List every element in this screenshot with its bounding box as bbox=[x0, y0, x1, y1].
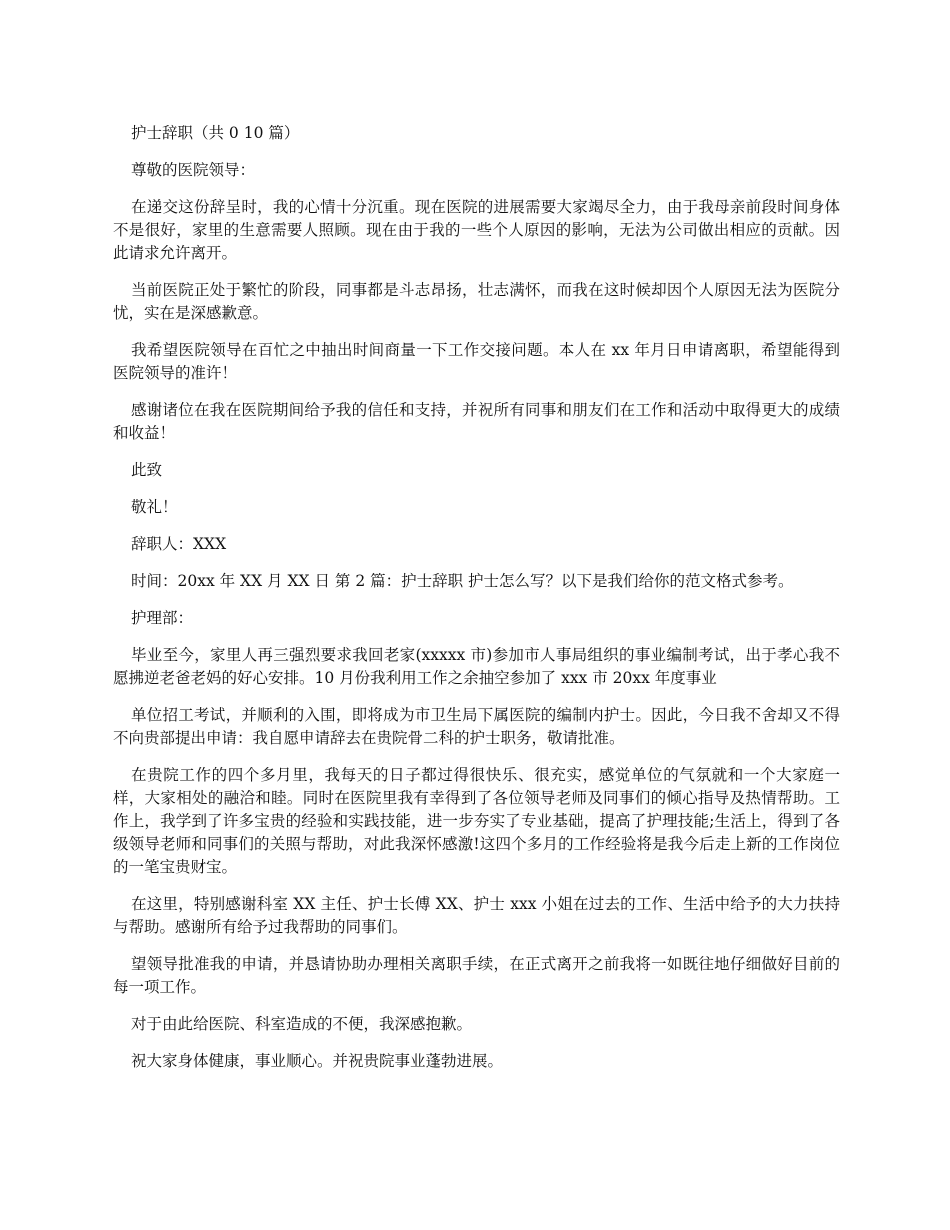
body-paragraph: 单位招工考试，并顺利的入围，即将成为市卫生局下属医院的编制内护士。因此，今日我不舍却又不得不向贵部提出申请：我自愿申请辞去在贵院骨二科的护士职务，敬请批准。 bbox=[113, 706, 840, 747]
body-paragraph: 望领导批准我的申请，并恳请协助办理相关离职手续，在正式离开之前我将一如既往地仔细做好目前的每一项工作。 bbox=[113, 955, 840, 996]
body-paragraph: 毕业至今，家里人再三强烈要求我回老家(xxxxx 市)参加市人事局组织的事业编制考试，出于孝心我不愿拂逆老爸老妈的好心安排。10 月份我利用工作之余抽空参加了 xxx 市 20xx 年度事业 bbox=[113, 646, 840, 687]
salutation: 护理部： bbox=[131, 609, 194, 627]
closing-line: 此致 bbox=[131, 461, 163, 479]
body-paragraph: 当前医院正处于繁忙的阶段，同事都是斗志昂扬，壮志满怀，而我在这时候却因个人原因无法为医院分忧，实在是深感歉意。 bbox=[113, 281, 840, 322]
body-paragraph: 我希望医院领导在百忙之中抽出时间商量一下工作交接问题。本人在 xx 年月日申请离职，希望能得到医院领导的准许！ bbox=[113, 341, 840, 382]
date-line: 时间：20xx 年 XX 月 XX 日 第 2 篇：护士辞职 护士怎么写？以下是我们给你的范文格式参考。 bbox=[131, 572, 794, 590]
body-paragraph: 在这里，特别感谢科室 XX 主任、护士长傅 XX、护士 xxx 小姐在过去的工作、生活中给予的大力扶持与帮助。感谢所有给予过我帮助的同事们。 bbox=[113, 895, 840, 936]
document-body bbox=[113, 122, 840, 1087]
salutation: 尊敬的医院领导： bbox=[131, 161, 256, 179]
body-paragraph: 在贵院工作的四个多月里，我每天的日子都过得很快乐、很充实，感觉单位的气氛就和一个大家庭一样，大家相处的融洽和睦。同时在医院里我有幸得到了各位领导老师及同事们的倾心指导及热情帮助。工作上，我学到了许多宝贵的经验和实践技能，进一步夯实了专业基础，提高了护理技能;生活上，得到了各级领导老师和同事们的关照与帮助，对此我深怀感激!这四个多月的工作经验将是我今后走上新的工作岗位的一笔宝贵财宝。 bbox=[113, 766, 840, 876]
body-paragraph: 在递交这份辞呈时，我的心情十分沉重。现在医院的进展需要大家竭尽全力，由于我母亲前段时间身体不是很好，家里的生意需要人照顾。现在由于我的一些个人原因的影响，无法为公司做出相应的贡献。因此请求允许离开。 bbox=[113, 198, 840, 262]
closing-line: 敬礼！ bbox=[131, 498, 178, 516]
body-paragraph: 对于由此给医院、科室造成的不便，我深感抱歉。 bbox=[131, 1015, 473, 1033]
body-paragraph: 祝大家身体健康，事业顺心。并祝贵院事业蓬勃进展。 bbox=[131, 1052, 504, 1070]
signature-line: 辞职人：XXX bbox=[131, 535, 227, 553]
document-title: 护士辞职（共 0 10 篇） bbox=[131, 124, 300, 142]
body-paragraph: 感谢诸位在我在医院期间给予我的信任和支持，并祝所有同事和朋友们在工作和活动中取得更大的成绩和收益！ bbox=[113, 401, 840, 442]
